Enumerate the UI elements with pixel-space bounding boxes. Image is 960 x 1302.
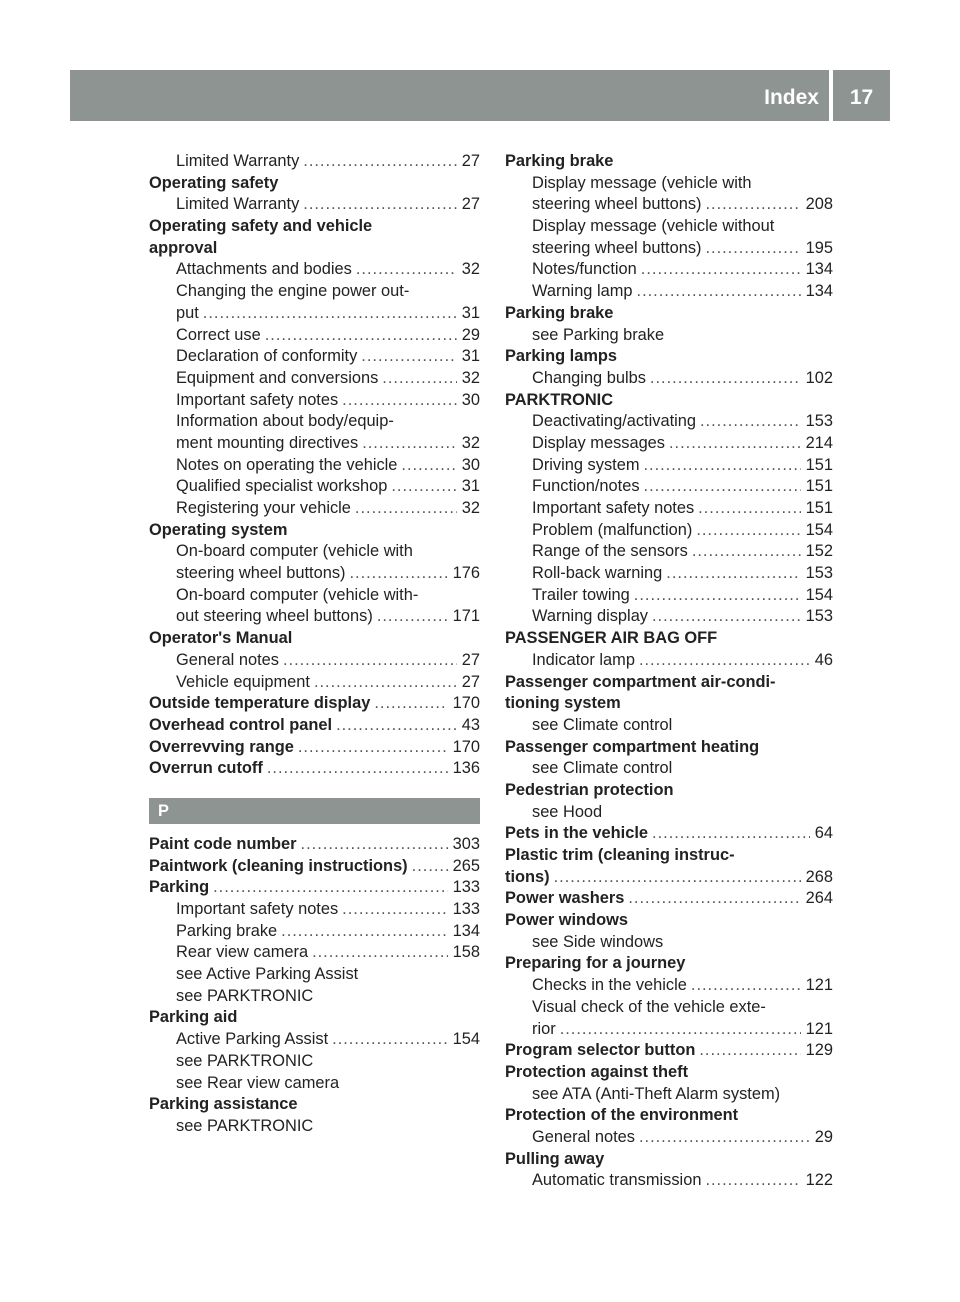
- entry-text: Display messages: [532, 433, 665, 452]
- entry-text: see ATA (Anti-Theft Alarm system): [532, 1084, 781, 1103]
- dot-leader: [374, 693, 447, 715]
- page-reference: 154: [805, 520, 833, 539]
- index-subentry: [149, 585, 480, 607]
- page-reference: 154: [452, 1030, 480, 1049]
- index-subentry: [149, 498, 480, 520]
- index-subentry: [149, 1116, 480, 1138]
- entry-text: Operating safety: [149, 173, 279, 192]
- entry-text: see PARKTRONIC: [176, 1051, 314, 1070]
- page-reference: 265: [452, 856, 480, 875]
- index-subentry: [149, 303, 480, 325]
- entry-text: Indicator lamp: [532, 650, 635, 669]
- page-reference: 134: [805, 260, 833, 279]
- entry-text: Active Parking Assist: [176, 1030, 329, 1049]
- dot-leader: [303, 194, 457, 216]
- page-reference: 29: [461, 325, 480, 344]
- entry-text: steering wheel buttons): [532, 195, 702, 214]
- page-reference: 158: [452, 943, 480, 962]
- entry-text: Passenger compartment air-condi-: [505, 672, 776, 691]
- entry-text: Changing the engine power out-: [176, 282, 410, 301]
- index-entry: [149, 1094, 480, 1116]
- dot-leader: [637, 281, 801, 303]
- index-subentry: [505, 606, 833, 628]
- entry-text: Declaration of conformity: [176, 347, 358, 366]
- entry-text: Overhead control panel: [149, 715, 333, 734]
- entry-text: Parking brake: [505, 152, 614, 170]
- page-reference: 134: [805, 282, 833, 301]
- index-subentry: [149, 1073, 480, 1095]
- page-reference: 43: [461, 715, 480, 734]
- index-subentry: [505, 650, 833, 672]
- entry-text: put: [176, 303, 199, 322]
- entry-text: Outside temperature display: [149, 694, 371, 713]
- index-entry: [149, 856, 480, 878]
- index-entry: [505, 390, 833, 412]
- index-subentry: [149, 921, 480, 943]
- section-header: P: [149, 798, 480, 824]
- index-entry: [505, 672, 833, 694]
- index-entry: [505, 737, 833, 759]
- entry-text: On-board computer (vehicle with: [176, 542, 413, 561]
- page-reference: 268: [805, 867, 833, 886]
- entry-text: Pedestrian protection: [505, 780, 674, 799]
- index-subentry: [505, 520, 833, 542]
- page-reference: 134: [452, 921, 480, 940]
- entry-text: steering wheel buttons): [176, 564, 346, 583]
- dot-leader: [203, 303, 457, 325]
- entry-text: Problem (malfunction): [532, 520, 693, 539]
- index-entry: [505, 845, 833, 867]
- index-subentry: [149, 433, 480, 455]
- index-subentry: [149, 368, 480, 390]
- index-subentry: [505, 975, 833, 997]
- dot-leader: [361, 346, 456, 368]
- dot-leader: [634, 585, 801, 607]
- index-subentry: [505, 476, 833, 498]
- entry-text: General notes: [176, 650, 279, 669]
- index-column-left: [149, 151, 480, 1138]
- entry-text: Display message (vehicle with: [532, 173, 752, 192]
- index-entry: [505, 910, 833, 932]
- entry-text: Trailer towing: [532, 585, 630, 604]
- index-subentry: [505, 715, 833, 737]
- index-subentry: [505, 1170, 833, 1192]
- dot-leader: [692, 541, 801, 563]
- dot-leader: [336, 715, 457, 737]
- page-reference: 152: [805, 542, 833, 561]
- page-reference: 32: [461, 499, 480, 517]
- page-reference: 153: [805, 607, 833, 626]
- dot-leader: [696, 520, 800, 542]
- index-entry: [505, 780, 833, 802]
- index-entry: [149, 693, 480, 715]
- entry-text: PASSENGER AIR BAG OFF: [505, 629, 718, 648]
- entry-text: Important safety notes: [176, 390, 339, 409]
- entry-text: out steering wheel buttons): [176, 607, 373, 626]
- index-subentry: [149, 346, 480, 368]
- index-subentry: [505, 433, 833, 455]
- index-subentry: [149, 411, 480, 433]
- index-entry: [505, 1149, 833, 1171]
- entry-text: see Active Parking Assist: [176, 965, 359, 984]
- index-entry: [505, 867, 833, 889]
- entry-text: Parking aid: [149, 1008, 238, 1027]
- index-entry: [505, 151, 833, 173]
- index-subentry: [149, 672, 480, 694]
- entry-text: see Side windows: [532, 932, 664, 951]
- dot-leader: [342, 899, 447, 921]
- index-subentry: [149, 964, 480, 986]
- page-reference: 32: [461, 260, 480, 279]
- page-reference: 154: [805, 585, 833, 604]
- page-reference: 46: [814, 650, 833, 669]
- index-entry: [505, 888, 833, 910]
- dot-leader: [641, 259, 801, 281]
- page-reference: 30: [461, 390, 480, 409]
- entry-text: Changing bulbs: [532, 368, 646, 387]
- page-reference: 208: [805, 195, 833, 214]
- dot-leader: [699, 1040, 800, 1062]
- index-subentry: [149, 899, 480, 921]
- page-reference: 133: [452, 900, 480, 918]
- index-subentry: [505, 368, 833, 390]
- dot-leader: [356, 259, 457, 281]
- index-entry: [505, 303, 833, 325]
- index-subentry: [505, 498, 833, 520]
- dot-leader: [355, 498, 457, 520]
- index-subentry: [505, 1019, 833, 1041]
- page-reference: 31: [461, 303, 480, 322]
- index-subentry: [149, 1051, 480, 1073]
- dot-leader: [700, 411, 801, 433]
- entry-text: Important safety notes: [532, 499, 695, 517]
- page-reference: 129: [805, 1041, 833, 1060]
- index-entry: [149, 834, 480, 856]
- entry-text: Notes on operating the vehicle: [176, 455, 398, 474]
- entry-text: Protection of the environment: [505, 1106, 739, 1125]
- entry-text: Warning lamp: [532, 282, 633, 301]
- entry-text: approval: [149, 238, 218, 257]
- dot-leader: [303, 151, 457, 173]
- entry-text: Preparing for a journey: [505, 954, 686, 973]
- index-entry: [505, 628, 833, 650]
- entry-text: Checks in the vehicle: [532, 976, 687, 995]
- page-reference: 32: [461, 433, 480, 452]
- page-reference: 195: [805, 238, 833, 257]
- entry-text: Parking assistance: [149, 1095, 298, 1114]
- dot-leader: [267, 758, 448, 780]
- index-subentry: [505, 932, 833, 954]
- entry-text: see PARKTRONIC: [176, 1116, 314, 1135]
- dot-leader: [554, 867, 801, 889]
- entry-text: Information about body/equip-: [176, 412, 394, 431]
- entry-text: see Climate control: [532, 759, 673, 778]
- dot-leader: [669, 433, 801, 455]
- entry-text: Operating safety and vehicle: [149, 217, 373, 236]
- entry-text: Important safety notes: [176, 900, 339, 918]
- entry-text: Passenger compartment heating: [505, 737, 760, 756]
- entry-text: Range of the sensors: [532, 542, 688, 561]
- entry-text: Correct use: [176, 325, 261, 344]
- page-reference: 31: [461, 477, 480, 496]
- dot-leader: [643, 455, 800, 477]
- entry-text: Parking: [149, 878, 210, 897]
- index-subentry: [505, 455, 833, 477]
- page-reference: 136: [452, 759, 480, 778]
- entry-text: Paint code number: [149, 834, 297, 853]
- index-subentry: [505, 281, 833, 303]
- page-number: 17: [849, 86, 874, 109]
- dot-leader: [349, 563, 447, 585]
- entry-text: Program selector button: [505, 1041, 696, 1060]
- dot-leader: [377, 606, 448, 628]
- entry-text: ment mounting directives: [176, 433, 359, 452]
- entry-text: PARKTRONIC: [505, 390, 614, 409]
- dot-leader: [644, 476, 801, 498]
- index-subentry: [149, 986, 480, 1008]
- entry-text: On-board computer (vehicle with-: [176, 585, 419, 604]
- page-reference: 171: [452, 607, 480, 626]
- page-reference: 27: [461, 672, 480, 691]
- index-subentry: [505, 325, 833, 347]
- page-reference: 30: [461, 455, 480, 474]
- dot-leader: [639, 1127, 810, 1149]
- page-reference: 176: [452, 564, 480, 583]
- page-reference: 153: [805, 564, 833, 583]
- page-reference: 303: [452, 834, 480, 853]
- page-reference: 170: [452, 737, 480, 756]
- dot-leader: [283, 650, 457, 672]
- dot-leader: [698, 498, 800, 520]
- index-subentry: [505, 1084, 833, 1106]
- index-subentry: [505, 173, 833, 195]
- entry-text: Pulling away: [505, 1149, 605, 1168]
- entry-text: Pets in the vehicle: [505, 824, 649, 843]
- index-entry: [505, 346, 833, 368]
- index-subentry: [505, 758, 833, 780]
- dot-leader: [705, 194, 800, 216]
- index-subentry: [149, 390, 480, 412]
- entry-text: Driving system: [532, 455, 640, 474]
- index-subentry: [505, 238, 833, 260]
- entry-text: Plastic trim (cleaning instruc-: [505, 846, 735, 864]
- entry-text: Rear view camera: [176, 943, 309, 962]
- dot-leader: [298, 737, 448, 759]
- index-subentry: [505, 1127, 833, 1149]
- entry-text: Registering your vehicle: [176, 499, 351, 517]
- index-entry: [149, 628, 480, 650]
- dot-leader: [281, 921, 448, 943]
- entry-text: see PARKTRONIC: [176, 986, 314, 1005]
- dot-leader: [391, 476, 456, 498]
- entry-text: steering wheel buttons): [532, 238, 702, 257]
- entry-text: Qualified specialist workshop: [176, 477, 388, 496]
- entry-text: General notes: [532, 1127, 635, 1146]
- entry-text: Power windows: [505, 911, 628, 930]
- entry-text: Operator's Manual: [149, 629, 293, 648]
- index-entry: [149, 737, 480, 759]
- entry-text: Warning display: [532, 607, 648, 626]
- dot-leader: [560, 1019, 801, 1041]
- index-subentry: [149, 606, 480, 628]
- index-subentry: [505, 997, 833, 1019]
- entry-text: tioning system: [505, 694, 621, 713]
- dot-leader: [342, 390, 457, 412]
- page-reference: 122: [805, 1171, 833, 1190]
- entry-text: Automatic transmission: [532, 1171, 702, 1190]
- dot-leader: [314, 672, 457, 694]
- dot-leader: [705, 1170, 800, 1192]
- index-entry: [149, 173, 480, 195]
- index-subentry: [505, 585, 833, 607]
- index-subentry: [149, 541, 480, 563]
- dot-leader: [666, 563, 800, 585]
- entry-text: Overrevving range: [149, 737, 294, 756]
- page-reference: 32: [461, 368, 480, 387]
- dot-leader: [301, 834, 448, 856]
- dot-leader: [639, 650, 810, 672]
- page-reference: 27: [461, 152, 480, 170]
- index-entry: [149, 877, 480, 899]
- index-entry: [149, 1007, 480, 1029]
- index-column-right: [505, 151, 833, 1192]
- page-reference: 31: [461, 347, 480, 366]
- index-subentry: [505, 541, 833, 563]
- page-reference: 151: [805, 477, 833, 496]
- index-entry: [149, 715, 480, 737]
- entry-text: see Hood: [532, 802, 603, 821]
- dot-leader: [332, 1029, 448, 1051]
- dot-leader: [412, 856, 448, 878]
- entry-text: Deactivating/activating: [532, 412, 696, 431]
- index-subentry: [149, 194, 480, 216]
- index-entry: [505, 1105, 833, 1127]
- dot-leader: [312, 942, 448, 964]
- entry-text: Equipment and conversions: [176, 368, 379, 387]
- index-entry: [149, 758, 480, 780]
- entry-text: Function/notes: [532, 477, 640, 496]
- entry-text: Notes/function: [532, 260, 637, 279]
- entry-text: Protection against theft: [505, 1062, 689, 1081]
- page-reference: 27: [461, 650, 480, 669]
- index-subentry: [149, 1029, 480, 1051]
- index-subentry: [505, 194, 833, 216]
- entry-text: Parking lamps: [505, 347, 618, 366]
- entry-text: see Climate control: [532, 715, 673, 734]
- index-entry: [149, 216, 480, 238]
- entry-text: Visual check of the vehicle exte-: [532, 997, 766, 1016]
- index-entry: [149, 520, 480, 542]
- page-reference: 29: [814, 1127, 833, 1146]
- page-reference: 102: [805, 368, 833, 387]
- page-reference: 151: [805, 499, 833, 517]
- page-title: Index: [764, 86, 819, 109]
- dot-leader: [652, 606, 801, 628]
- entry-text: Roll-back warning: [532, 564, 663, 583]
- index-entry: [505, 1040, 833, 1062]
- dot-leader: [691, 975, 801, 997]
- index-subentry: [505, 563, 833, 585]
- entry-text: Parking brake: [505, 303, 614, 322]
- page-reference: 27: [461, 195, 480, 214]
- entry-text: Paintwork (cleaning instructions): [149, 856, 408, 875]
- page-reference: 121: [805, 1019, 833, 1038]
- index-subentry: [149, 151, 480, 173]
- dot-leader: [650, 368, 801, 390]
- entry-text: Parking brake: [176, 921, 278, 940]
- entry-text: see Rear view camera: [176, 1073, 340, 1092]
- index-subentry: [505, 259, 833, 281]
- entry-text: Power washers: [505, 889, 625, 908]
- entry-text: rior: [532, 1019, 556, 1038]
- index-subentry: [149, 942, 480, 964]
- page-reference: 151: [805, 455, 833, 474]
- entry-text: see Parking brake: [532, 325, 665, 344]
- index-entry: [149, 238, 480, 260]
- index-entry: [505, 1062, 833, 1084]
- page-reference: 121: [805, 976, 833, 995]
- entry-text: Operating system: [149, 520, 288, 539]
- index-subentry: [149, 325, 480, 347]
- index-subentry: [149, 563, 480, 585]
- page-reference: 264: [805, 889, 833, 908]
- dot-leader: [401, 455, 456, 477]
- page-reference: 214: [805, 433, 833, 452]
- index-subentry: [149, 650, 480, 672]
- index-entry: [505, 823, 833, 845]
- entry-text: tions): [505, 867, 550, 886]
- entry-text: Overrun cutoff: [149, 759, 263, 778]
- page-reference: 133: [452, 878, 480, 897]
- page-reference: 64: [814, 824, 833, 843]
- page-reference: 170: [452, 694, 480, 713]
- index-entry: [505, 953, 833, 975]
- index-subentry: [149, 476, 480, 498]
- index-subentry: [505, 411, 833, 433]
- dot-leader: [265, 325, 457, 347]
- dot-leader: [213, 877, 448, 899]
- index-entry: [505, 693, 833, 715]
- entry-text: Vehicle equipment: [176, 672, 310, 691]
- entry-text: Attachments and bodies: [176, 260, 352, 279]
- index-subentry: [505, 802, 833, 824]
- index-subentry: [505, 216, 833, 238]
- dot-leader: [382, 368, 456, 390]
- dot-leader: [628, 888, 800, 910]
- dot-leader: [362, 433, 457, 455]
- index-subentry: [149, 259, 480, 281]
- dot-leader: [705, 238, 800, 260]
- entry-text: Limited Warranty: [176, 195, 300, 214]
- dot-leader: [652, 823, 810, 845]
- entry-text: Display message (vehicle without: [532, 217, 775, 236]
- page-reference: 153: [805, 412, 833, 431]
- entry-text: Limited Warranty: [176, 152, 300, 170]
- index-subentry: [149, 281, 480, 303]
- index-subentry: [149, 455, 480, 477]
